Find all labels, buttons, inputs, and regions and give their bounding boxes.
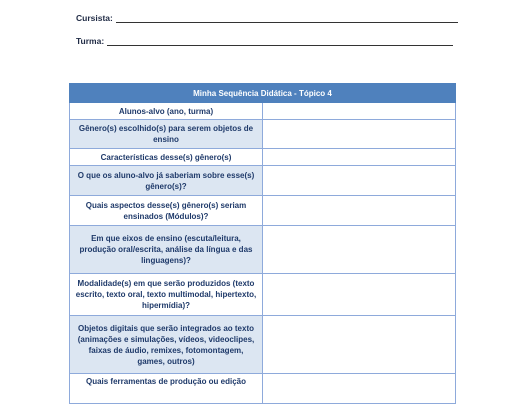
question-cell: Características desse(s) gênero(s) — [70, 149, 263, 166]
answer-cell[interactable] — [263, 374, 456, 404]
table-row — [70, 316, 456, 374]
turma-field[interactable] — [76, 36, 453, 46]
question-cell: Modalidade(s) em que serão produzidos (texto escrito, texto oral, texto multimodal, hipertexto, hipermídia)? — [70, 274, 263, 316]
answer-cell[interactable] — [263, 166, 456, 196]
answer-cell[interactable] — [263, 226, 456, 274]
question-cell: Alunos-alvo (ano, turma) — [70, 103, 263, 120]
cursista-label: Cursista: — [76, 13, 113, 23]
table-row — [70, 103, 456, 120]
question-cell: Em que eixos de ensino (escuta/leitura, produção oral/escrita, análise da língua e das linguagens)? — [70, 226, 263, 274]
table-row — [70, 166, 456, 196]
table-row — [70, 374, 456, 404]
question-cell: Quais ferramentas de produção ou edição — [70, 374, 263, 404]
answer-cell[interactable] — [263, 196, 456, 226]
sequencia-didatica-table — [69, 83, 456, 404]
table-row — [70, 274, 456, 316]
question-cell: O que os aluno-alvo já saberiam sobre esse(s) gênero(s)? — [70, 166, 263, 196]
table-row — [70, 196, 456, 226]
question-cell: Gênero(s) escolhido(s) para serem objetos de ensino — [70, 120, 263, 149]
table-row — [70, 149, 456, 166]
question-cell: Quais aspectos desse(s) gênero(s) seriam ensinados (Módulos)? — [70, 196, 263, 226]
table-row — [70, 226, 456, 274]
question-cell: Objetos digitais que serão integrados ao texto (animações e simulações, vídeos, videoclipes, faixas de áudio, remixes, fotomontagem, games, outros) — [70, 316, 263, 374]
cursista-input-line[interactable] — [116, 13, 458, 23]
answer-cell[interactable] — [263, 316, 456, 374]
answer-cell[interactable] — [263, 274, 456, 316]
answer-cell[interactable] — [263, 149, 456, 166]
answer-cell[interactable] — [263, 103, 456, 120]
table-title: Minha Sequência Didática - Tópico 4 — [70, 84, 456, 103]
cursista-field[interactable] — [76, 13, 458, 23]
turma-label: Turma: — [76, 36, 105, 46]
table-row — [70, 120, 456, 149]
turma-input-line[interactable] — [107, 36, 453, 46]
answer-cell[interactable] — [263, 120, 456, 149]
